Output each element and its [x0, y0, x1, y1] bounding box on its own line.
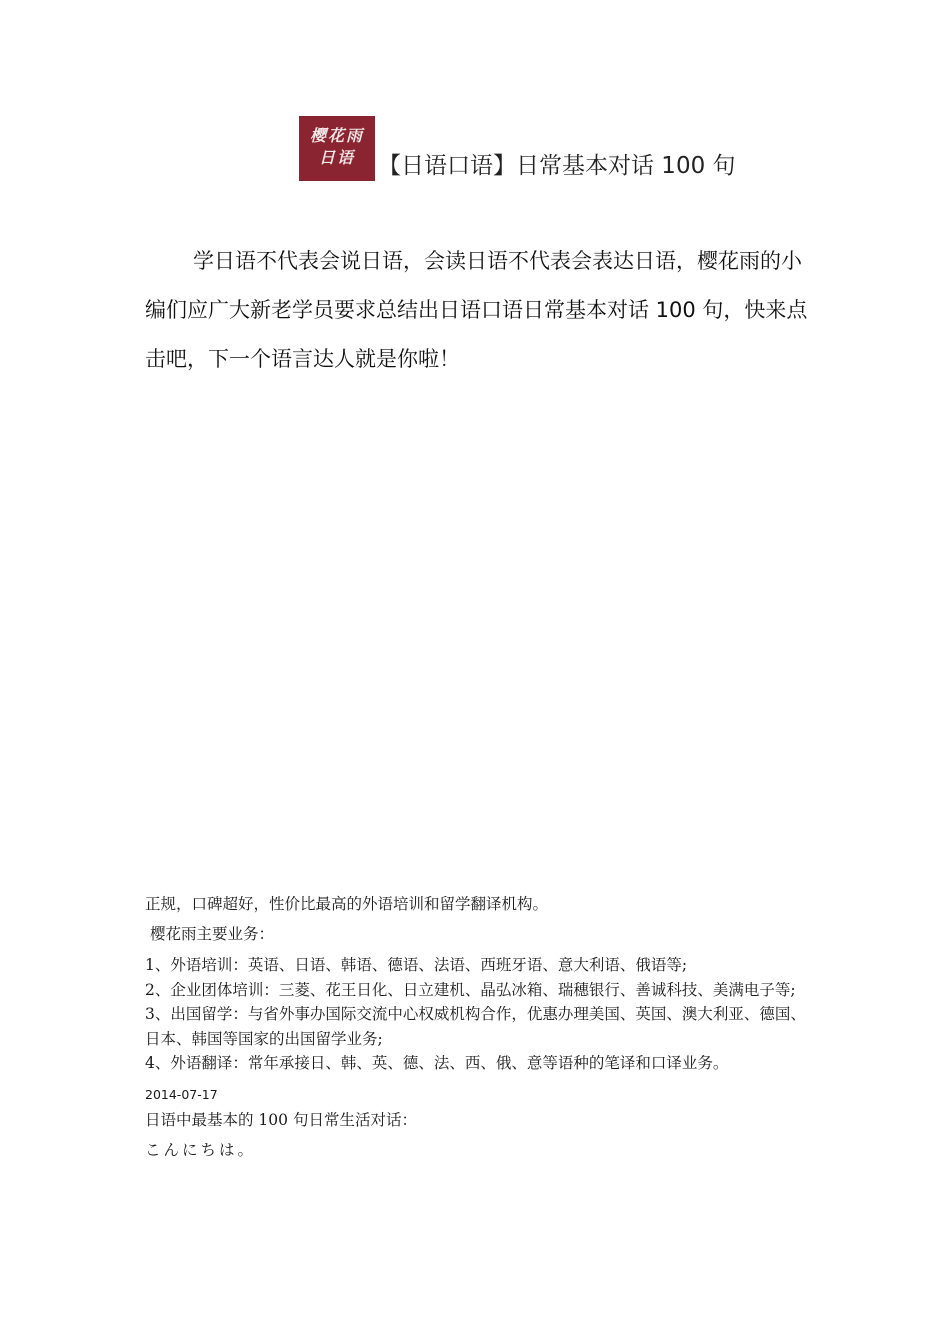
business-item-training: 1、外语培训：英语、日语、韩语、德语、法语、西班牙语、意大利语、俄语等; [145, 956, 688, 974]
business-item-study-abroad: 3、出国留学：与省外事办国际交流中心权威机构合作，优惠办理美国、英国、澳大利亚、德国、日本、韩国等国家的出国留学业务; [145, 1005, 806, 1048]
intro-text: 学日语不代表会说日语，会读日语不代表会表达日语，樱花雨的小编们应广大新老学员要求总结出日语口语日常基本对话 100 句，快来点击吧，下一个语言达人就是你啦！ [145, 249, 808, 371]
logo-text-line1: 樱花雨 [309, 126, 364, 145]
business-list [145, 953, 810, 1076]
document-title: 【日语口语】日常基本对话 100 句 [378, 153, 736, 179]
first-phrase: こんにちは。 [145, 1140, 257, 1159]
list-intro: 日语中最基本的 100 句日常生活对话： [145, 1110, 417, 1129]
footer-section [145, 891, 810, 1163]
tagline: 正规，口碑超好，性价比最高的外语培训和留学翻译机构。 [145, 895, 549, 913]
logo-text-line2: 日语 [318, 148, 355, 167]
brand-logo [299, 116, 375, 181]
business-item-corporate: 2、企业团体培训：三菱、花王日化、日立建机、晶弘冰箱、瑞穗银行、善诚科技、美满电子等; [145, 980, 796, 999]
intro-paragraph [145, 237, 810, 384]
business-heading: 樱花雨主要业务： [150, 925, 275, 943]
business-item-translation: 4、外语翻译：常年承接日、韩、英、德、法、西、俄、意等语种的笔译和口译业务。 [145, 1054, 729, 1072]
publish-date: 2014-07-17 [145, 1086, 218, 1102]
